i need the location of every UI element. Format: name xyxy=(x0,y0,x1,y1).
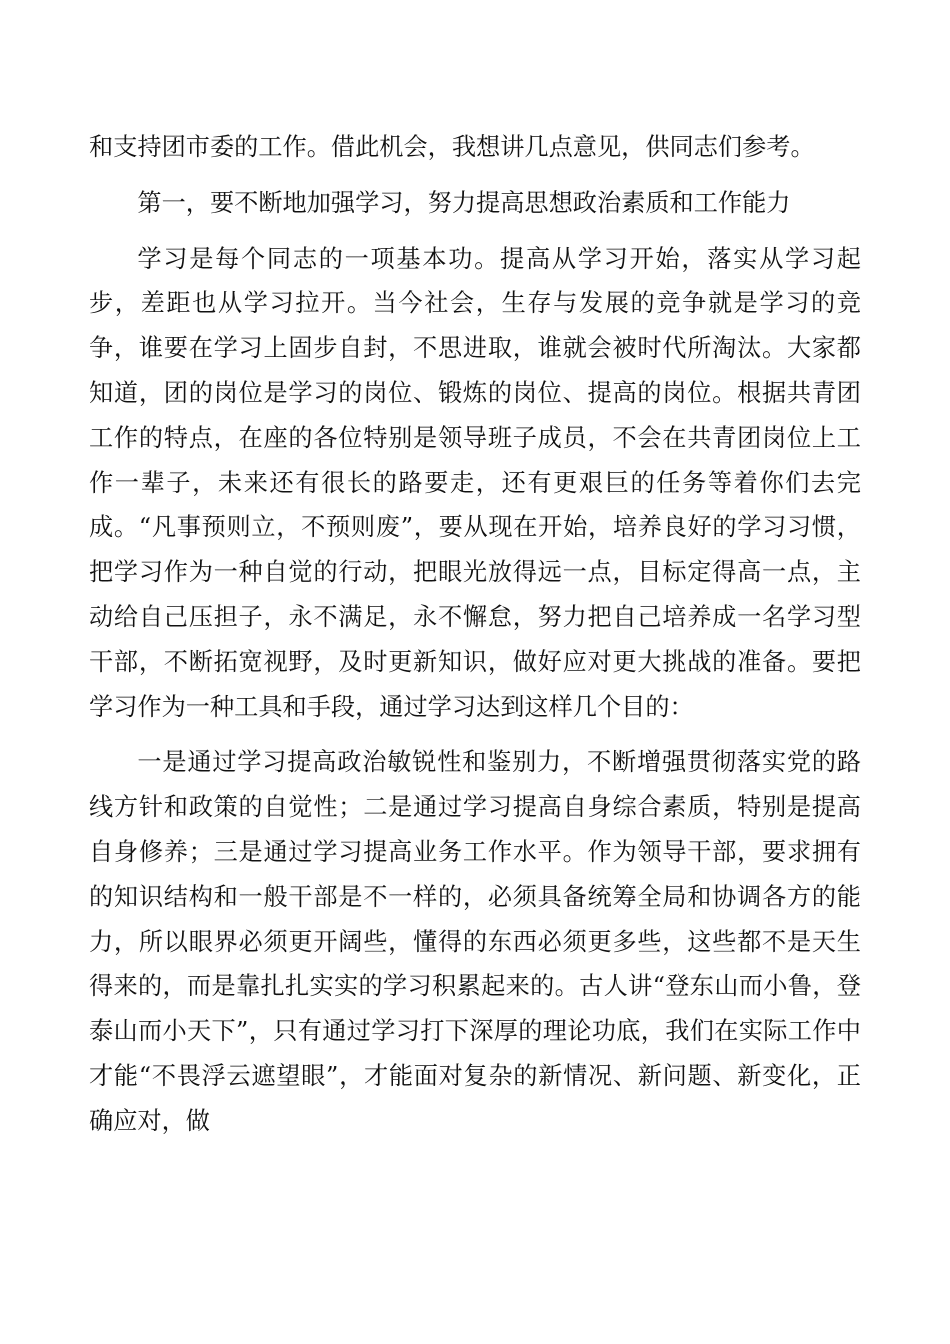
paragraph-continuation: 和支持团市委的工作。借此机会，我想讲几点意见，供同志们参考。 xyxy=(89,133,815,161)
document-body xyxy=(89,125,861,1144)
paragraph-goals: 一是通过学习提高政治敏锐性和鉴别力，不断增强贯彻落实党的路线方针和政策的自觉性；二是通过学习提高自身综合素质，特别是提高自身修养；三是通过学习提高业务工作水平。作为领导干部，要求拥有的知识结构和一般干部是不一样的，必须具备统筹全局和协调各方的能力，所以眼界必须更开阔些，懂得的东西必须更多些，这些都不是天生得来的，而是靠扎扎实实的学习积累起来的。古人讲“登东山而小鲁，登泰山而小天下”，只有通过学习打下深厚的理论功底，我们在实际工作中才能“不畏浮云遮望眼”，才能面对复杂的新情况、新问题、新变化，正确应对，做 xyxy=(89,748,861,1135)
section-heading: 第一，要不断地加强学习，努力提高思想政治素质和工作能力 xyxy=(137,188,791,217)
paragraph-study: 学习是每个同志的一项基本功。提高从学习开始，落实从学习起步，差距也从学习拉开。当今社会，生存与发展的竞争就是学习的竞争，谁要在学习上固步自封，不思进取，谁就会被时代所淘汰。大家都知道，团的岗位是学习的岗位、锻炼的岗位、提高的岗位。根据共青团工作的特点，在座的各位特别是领导班子成员，不会在共青团岗位上工作一辈子，未来还有很长的路要走，还有更艰巨的任务等着你们去完成。“凡事预则立，不预则废”，要从现在开始，培养良好的学习习惯，把学习作为一种自觉的行动，把眼光放得远一点，目标定得高一点，主动给自己压担子，永不满足，永不懈怠，努力把自己培养成一名学习型干部，不断拓宽视野，及时更新知识，做好应对更大挑战的准备。要把学习作为一种工具和手段，通过学习达到这样几个目的： xyxy=(89,244,861,721)
